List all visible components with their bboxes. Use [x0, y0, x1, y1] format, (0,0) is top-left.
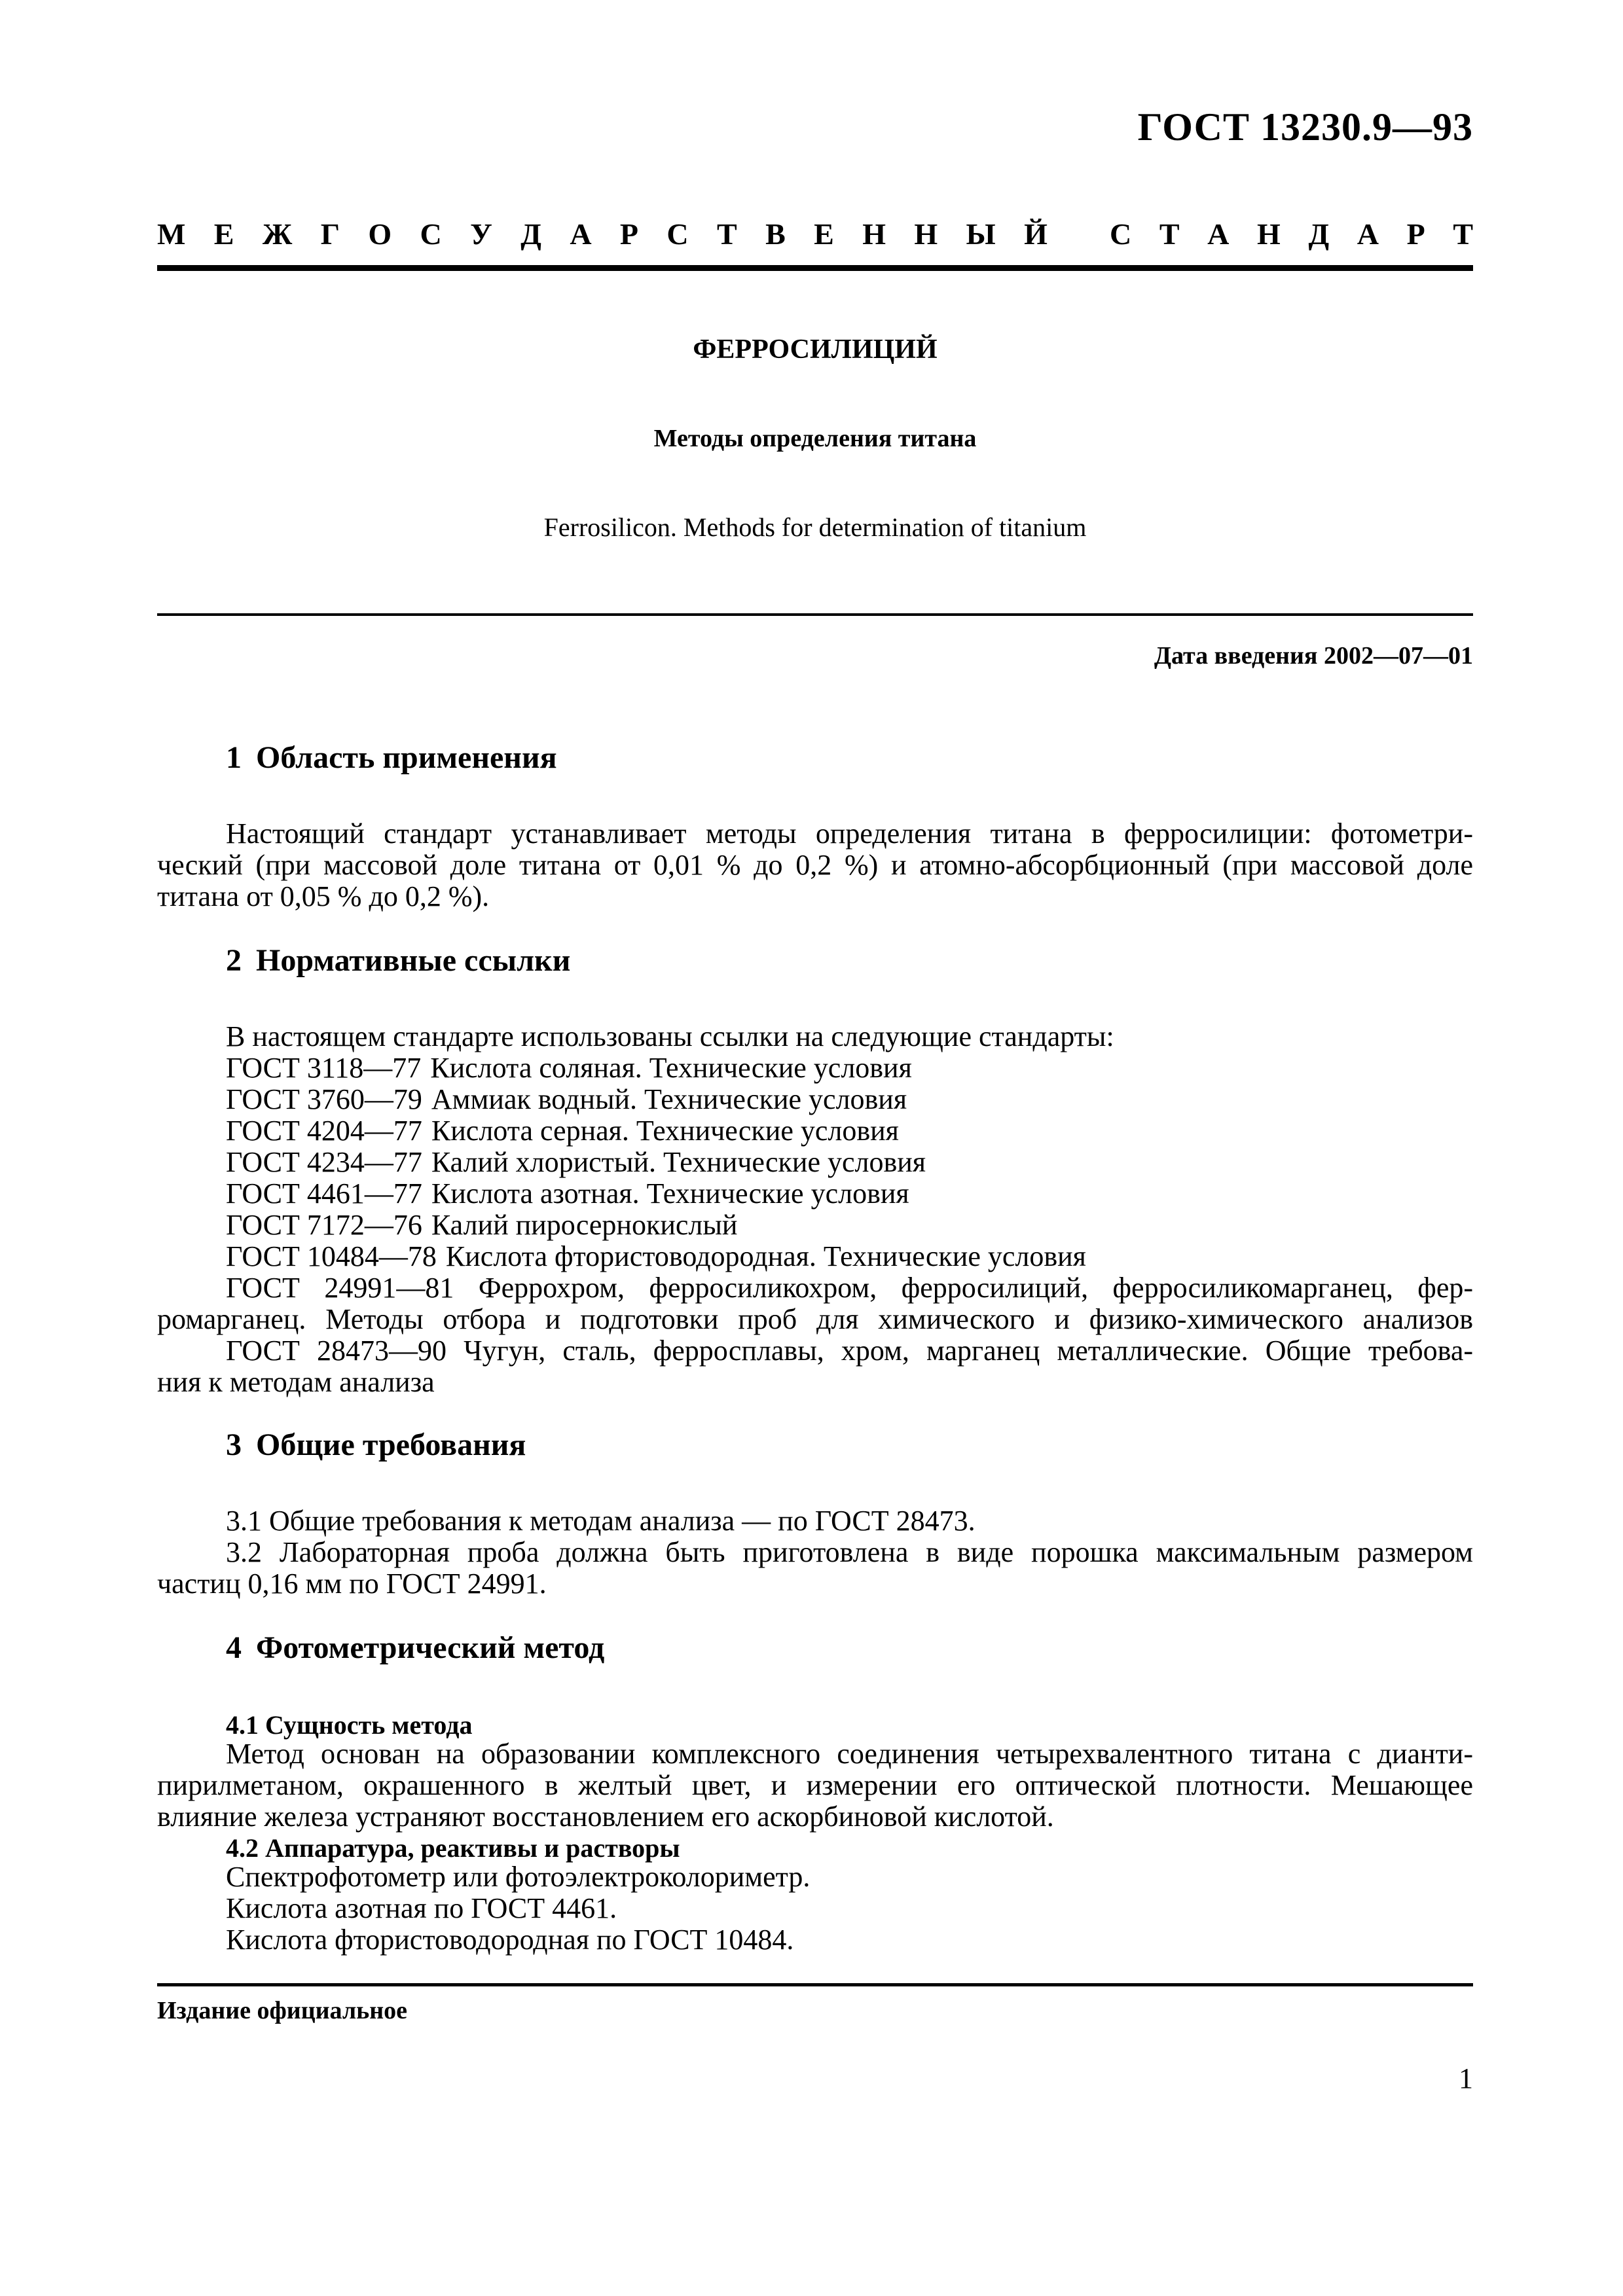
header-rule: [157, 265, 1473, 271]
page-number: 1: [1459, 2062, 1473, 2094]
banner-letter: Ы: [966, 217, 996, 251]
document-title-english: Ferrosilicon. Methods for determination of titanium: [543, 512, 1087, 542]
banner-letter: Р: [1406, 217, 1425, 251]
banner-letter: В: [765, 217, 786, 251]
section-title: Нормативные ссылки: [256, 943, 571, 978]
section-title: Общие требования: [256, 1427, 526, 1462]
references-intro: В настоящем стандарте использованы ссылки на следующие стандарты:: [226, 1020, 1114, 1052]
reference-code: ГОСТ 4234—77: [226, 1146, 422, 1178]
banner-letter: Е: [213, 217, 234, 251]
paragraph-line: Настоящий стандарт устанавливает методы определения титана в ферросилиции: фотометри-: [226, 817, 1473, 850]
banner-letter: Н: [1257, 217, 1281, 251]
banner-word-interstate: [157, 215, 1048, 254]
footer-rule: [157, 1983, 1473, 1986]
paragraph-line: ческий (при массовой доле титана от 0,01 % до 0,2 %) и атомно-абсорбционный (при массовой доле: [157, 849, 1473, 881]
reference-item: [226, 1115, 899, 1147]
banner-letter: С: [420, 217, 442, 251]
banner-letter: А: [570, 217, 592, 251]
banner-letter: Н: [862, 217, 886, 251]
banner-word-standard: [1110, 215, 1473, 254]
section-number: 4: [226, 1630, 242, 1665]
reference-item: [226, 1084, 907, 1115]
banner-letter: Е: [814, 217, 834, 251]
reference-item: [226, 1178, 909, 1210]
reference-code: ГОСТ 4461—77: [226, 1177, 422, 1210]
paragraph-line: титана от 0,05 % до 0,2 %).: [157, 880, 490, 912]
paragraph-line: Спектрофотометр или фотоэлектроколориметр.: [226, 1861, 811, 1893]
banner-letter: У: [470, 217, 492, 251]
reference-item-line: ГОСТ 24991—81 Феррохром, ферросиликохром, ферросилиций, ферросиликомарганец, фер-: [226, 1272, 1473, 1304]
reference-code: ГОСТ 10484—78: [226, 1240, 437, 1272]
section-title: Область применения: [256, 740, 557, 775]
banner-letter: Й: [1024, 217, 1048, 251]
reference-item-line: ния к методам анализа: [157, 1366, 435, 1398]
title-rule: [157, 613, 1473, 616]
clause-3-1: 3.1 Общие требования к методам анализа — по ГОСТ 28473.: [226, 1505, 976, 1537]
reference-item: [226, 1052, 912, 1084]
reference-text: Кислота соляная. Технические условия: [430, 1052, 912, 1084]
introduction-date: Дата введения 2002—07—01: [1154, 642, 1473, 670]
banner-letter: Д: [1308, 217, 1330, 251]
reference-text: Кислота азотная. Технические условия: [431, 1177, 909, 1210]
paragraph-line: влияние железа устраняют восстановлением его аскорбиновой кислотой.: [157, 1801, 1054, 1833]
section-number: 3: [226, 1427, 242, 1462]
section-number: 2: [226, 943, 242, 978]
standard-banner: [157, 215, 1473, 254]
section-title: Фотометрический метод: [256, 1630, 605, 1665]
reference-item: [226, 1147, 926, 1178]
banner-letter: М: [157, 217, 186, 251]
reference-code: ГОСТ 4204—77: [226, 1115, 422, 1147]
reference-text: Кислота серная. Технические условия: [431, 1115, 899, 1147]
banner-letter: О: [368, 217, 392, 251]
clause-3-2-line: 3.2 Лабораторная проба должна быть приготовлена в виде порошка максимальным размером: [226, 1536, 1473, 1568]
banner-letter: А: [1357, 217, 1379, 251]
reference-text: Аммиак водный. Технические условия: [431, 1083, 907, 1115]
banner-letter: Н: [914, 217, 938, 251]
section-heading-2: [226, 942, 570, 978]
section-number: 1: [226, 740, 242, 775]
section-heading-4: [226, 1630, 604, 1666]
banner-letter: С: [1110, 217, 1132, 251]
banner-letter: Т: [1453, 217, 1473, 251]
document-subtitle: Методы определения титана: [653, 425, 977, 452]
subsection-heading-4-1: 4.1 Сущность метода: [226, 1710, 473, 1740]
subsection-heading-4-2: 4.2 Аппаратура, реактивы и растворы: [226, 1833, 680, 1863]
clause-3-2-line: частиц 0,16 мм по ГОСТ 24991.: [157, 1568, 547, 1600]
banner-letter: Д: [520, 217, 541, 251]
reference-code: ГОСТ 3760—79: [226, 1083, 422, 1115]
reference-item-line: ромарганец. Методы отбора и подготовки проб для химического и физико-химического анализов: [157, 1303, 1473, 1335]
paragraph-line: Кислота фтористоводородная по ГОСТ 10484.: [226, 1924, 794, 1956]
section-heading-3: [226, 1427, 526, 1463]
banner-letter: Ж: [262, 217, 293, 251]
banner-letter: Р: [619, 217, 639, 251]
paragraph-line: Метод основан на образовании комплексного соединения четырехвалентного титана с дианти-: [226, 1738, 1473, 1770]
banner-letter: С: [666, 217, 689, 251]
reference-item: [226, 1241, 1086, 1272]
section-heading-1: [226, 740, 557, 776]
reference-text: Кислота фтористоводородная. Технические условия: [445, 1240, 1086, 1272]
document-title: ФЕРРОСИЛИЦИЙ: [693, 334, 938, 365]
reference-text: Калий пиросернокислый: [431, 1209, 738, 1241]
banner-letter: А: [1207, 217, 1230, 251]
reference-code: ГОСТ 3118—77: [226, 1052, 422, 1084]
reference-item: [226, 1210, 737, 1241]
banner-letter: Т: [1159, 217, 1180, 251]
banner-letter: Т: [717, 217, 737, 251]
reference-code: ГОСТ 7172—76: [226, 1209, 422, 1241]
banner-letter: Г: [320, 217, 340, 251]
official-edition-label: Издание официальное: [157, 1997, 408, 2024]
paragraph-line: Кислота азотная по ГОСТ 4461.: [226, 1892, 617, 1924]
reference-text: Калий хлористый. Технические условия: [431, 1146, 926, 1178]
document-code: ГОСТ 13230.9—93: [1137, 105, 1473, 149]
paragraph-line: пирилметаном, окрашенного в желтый цвет, и измерении его оптической плотности. Мешающее: [157, 1769, 1473, 1801]
reference-item-line: ГОСТ 28473—90 Чугун, сталь, ферросплавы, хром, марганец металлические. Общие требова-: [226, 1335, 1473, 1367]
